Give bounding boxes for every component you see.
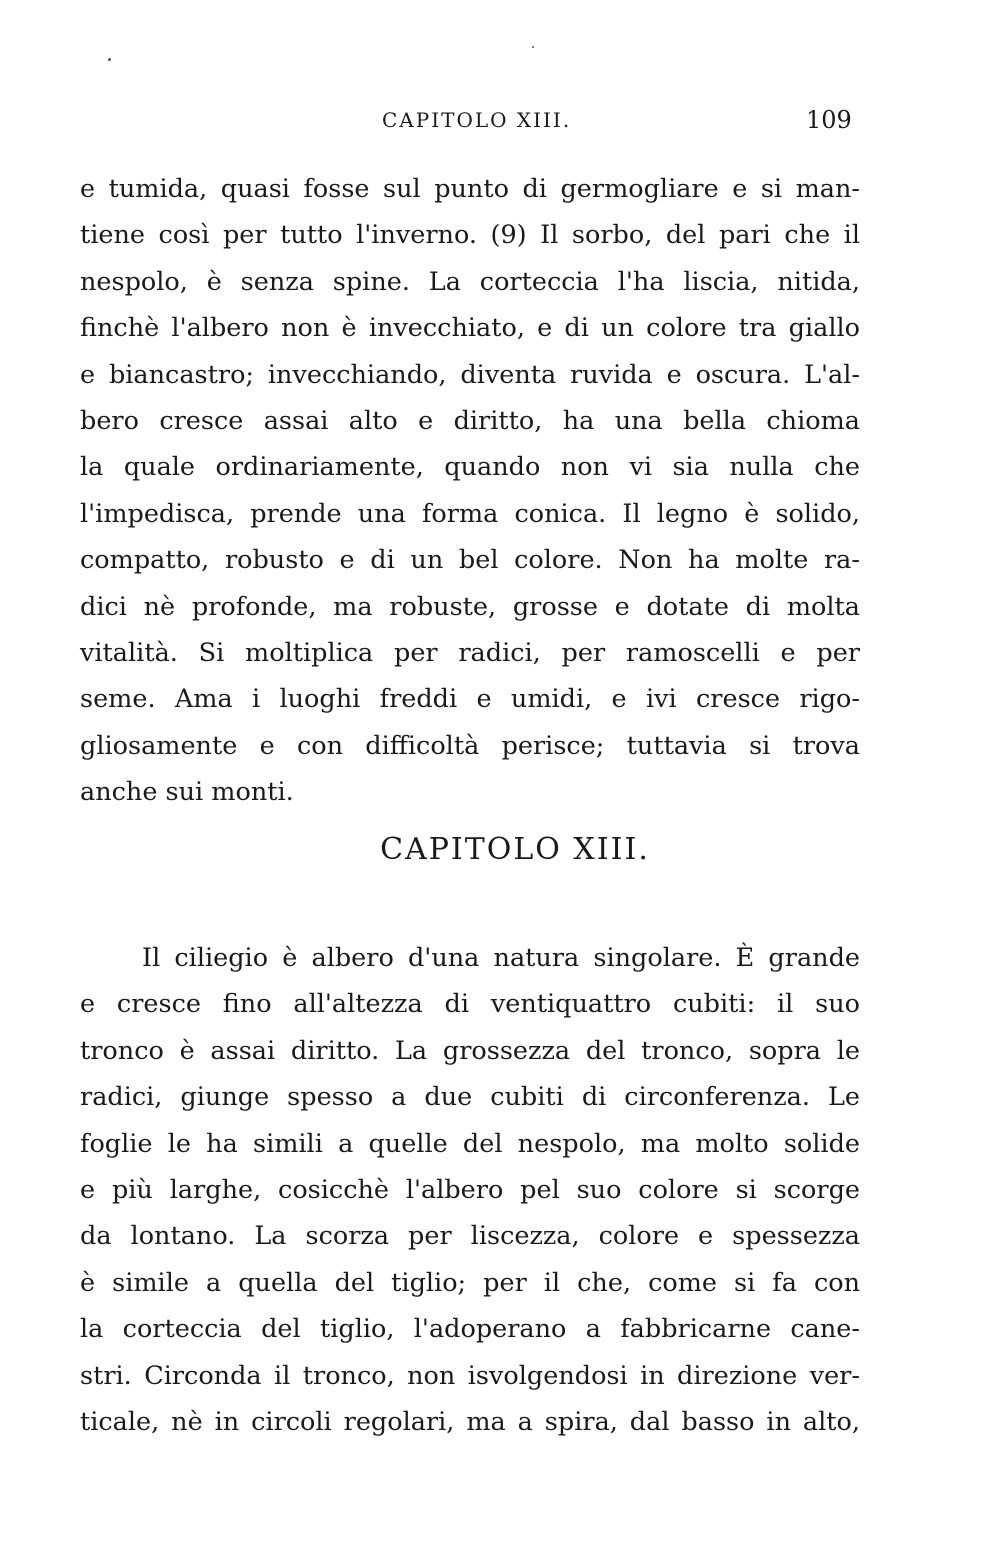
text-line: la quale ordinariamente, quando non vi sia nulla che <box>80 452 860 483</box>
text-line: e tumida, quasi fosse sul punto di germogliare e si man- <box>80 174 860 204</box>
text-line: da lontano. La scorza per liscezza, colore e spessezza <box>80 1221 860 1252</box>
paragraph-sorbo <box>80 166 860 815</box>
text-line: seme. Ama i luoghi freddi e umidi, e ivi cresce rigo- <box>80 684 860 715</box>
text-line: dici nè profonde, ma robuste, grosse e dotate di molta <box>80 591 860 622</box>
text-line: e biancastro; invecchiando, diventa ruvida e oscura. L'al- <box>80 359 860 390</box>
print-speck <box>108 58 111 61</box>
running-head-title: CAPITOLO XIII. <box>382 108 572 132</box>
text-line: bero cresce assai alto e diritto, ha una bella chioma <box>80 405 860 436</box>
text-line: foglie le ha simili a quelle del nespolo, ma molto solide <box>80 1128 860 1159</box>
text-line: finchè l'albero non è invecchiato, e di un colore tra giallo <box>80 313 860 344</box>
text-line: ticale, nè in circoli regolari, ma a spira, dal basso in alto, <box>80 1406 860 1437</box>
text-line: tiene così per tutto l'inverno. (9) Il sorbo, del pari che il <box>80 220 860 251</box>
text-line: anche sui monti. <box>80 777 294 808</box>
text-line: tronco è assai diritto. La grossezza del tronco, sopra le <box>80 1035 860 1066</box>
text-line: vitalità. Si moltiplica per radici, per ramoscelli e per <box>80 637 860 668</box>
paragraph-ciliegio <box>80 935 860 1445</box>
text-line: e cresce fino all'altezza di ventiquattro cubiti: il suo <box>80 989 860 1020</box>
chapter-heading: CAPITOLO XIII. <box>380 832 650 867</box>
print-speck <box>532 46 534 48</box>
text-line: Il ciliegio è albero d'una natura singolare. È grande <box>142 943 860 973</box>
text-line: gliosamente e con difficoltà perisce; tuttavia si trova <box>80 730 860 761</box>
text-line: e più larghe, cosicchè l'albero pel suo colore si scorge <box>80 1174 860 1205</box>
text-line: la corteccia del tiglio, l'adoperano a fabbricarne cane- <box>80 1314 860 1345</box>
text-line: l'impedisca, prende una forma conica. Il legno è solido, <box>80 498 860 529</box>
text-line: radici, giunge spesso a due cubiti di circonferenza. Le <box>80 1082 860 1113</box>
text-line: stri. Circonda il tronco, non isvolgendosi in direzione ver- <box>80 1360 860 1391</box>
running-head <box>0 108 1000 138</box>
text-line: è simile a quella del tiglio; per il che, come si fa con <box>80 1267 860 1298</box>
text-line: compatto, robusto e di un bel colore. Non ha molte ra- <box>80 545 860 576</box>
page-number: 109 <box>806 106 852 134</box>
text-line: nespolo, è senza spine. La corteccia l'ha liscia, nitida, <box>80 266 860 297</box>
